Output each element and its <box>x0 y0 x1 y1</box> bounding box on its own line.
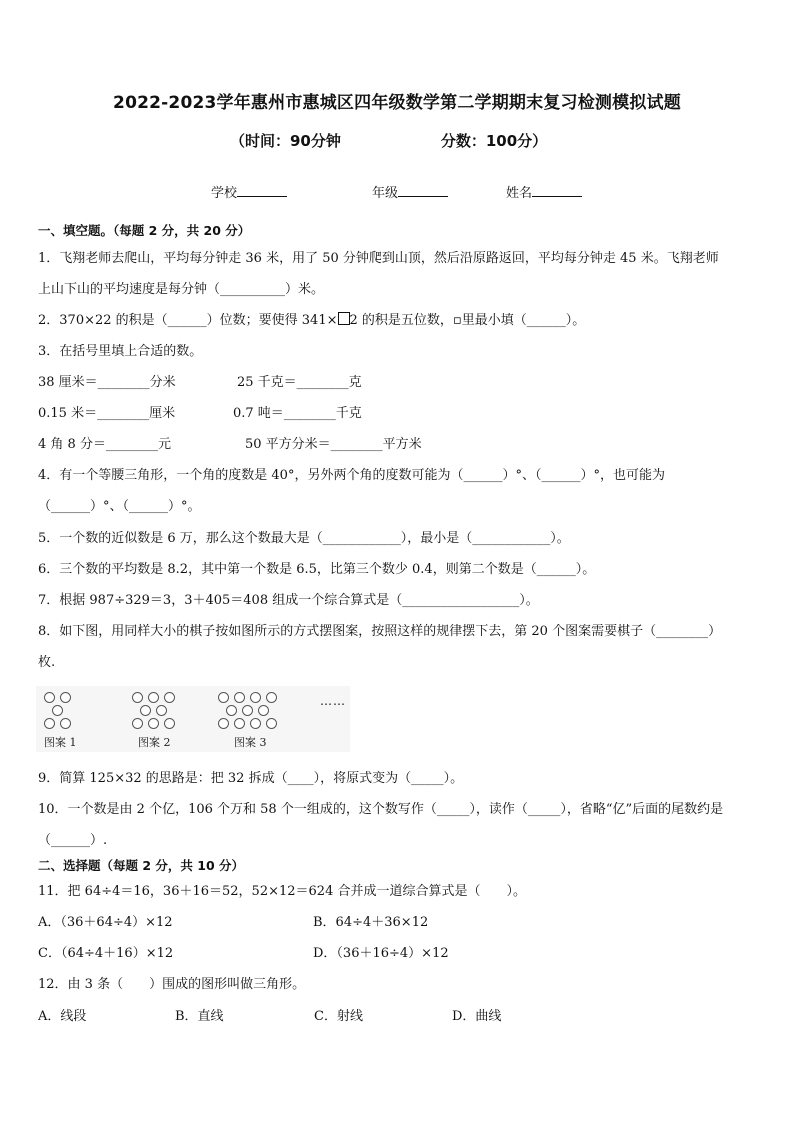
q12: 12．由 3 条（ ）围成的图形叫做三角形。 <box>38 977 306 992</box>
chess-piece <box>234 692 245 703</box>
q5: 5．一个数的近似数是 6 万，那么这个数最大是（____________），最小是（____________）。 <box>38 531 570 546</box>
section1-heading: 一、填空题。（每题 2 分，共 20 分） <box>38 223 251 238</box>
name-field <box>506 182 582 201</box>
chess-piece <box>164 692 175 703</box>
chess-piece <box>164 718 175 729</box>
chess-piece <box>156 705 167 716</box>
q8-line2: 枚. <box>38 655 56 670</box>
q2 <box>38 312 585 330</box>
q7: 7．根据 987÷329＝3，3＋405＝408 组成一个综合算式是（__________________）。 <box>38 593 539 608</box>
pattern-ellipsis: …… <box>320 694 346 708</box>
q11-option-a: A．（36＋64÷4）×12 <box>38 915 173 930</box>
q4-line2: （______）°、（______）°。 <box>38 499 201 514</box>
exam-subtitle <box>230 130 547 151</box>
q12-option-a: A．线段 <box>38 1009 87 1024</box>
chess-piece <box>266 718 277 729</box>
pattern-label-1: 图案 1 <box>44 736 77 749</box>
q12-option-d: D．曲线 <box>452 1009 502 1024</box>
chess-piece <box>44 692 55 703</box>
chess-piece <box>60 692 71 703</box>
q11: 11．把 64÷4＝16，36＋16＝52，52×12＝624 合并成一道综合算式是（ ）。 <box>38 884 526 899</box>
chess-piece <box>140 705 151 716</box>
section2-heading: 二、选择题（每题 2 分，共 10 分） <box>38 858 245 873</box>
chess-piece <box>148 692 159 703</box>
q3-row3b: 50 平方分米＝________平方米 <box>245 437 422 452</box>
chess-pattern-figure <box>36 686 350 752</box>
chess-piece <box>226 705 237 716</box>
time-label: （时间：90分钟 <box>230 132 341 150</box>
q2-part-b: 2 的积是五位数，▫里最小填（______）。 <box>349 313 586 328</box>
q10-line2: （______）. <box>38 833 108 848</box>
pattern-label-3: 图案 3 <box>234 736 267 749</box>
chess-piece <box>132 692 143 703</box>
chess-piece <box>218 692 229 703</box>
chess-piece <box>242 705 253 716</box>
chess-piece <box>60 718 71 729</box>
q11-option-b: B．64÷4＋36×12 <box>313 915 429 930</box>
score-label: 分数：100分） <box>440 132 548 150</box>
chess-piece <box>258 705 269 716</box>
grade-field <box>372 182 448 201</box>
q11-option-d: D．（36＋16÷4）×12 <box>313 946 449 961</box>
chess-piece <box>218 718 229 729</box>
q3-row1a: 38 厘米＝________分米 <box>38 375 176 390</box>
chess-piece <box>250 692 261 703</box>
grade-label: 年级 <box>372 186 399 201</box>
school-field <box>211 182 287 201</box>
chess-piece <box>44 718 55 729</box>
q12-option-c: C．射线 <box>314 1009 363 1024</box>
q6: 6．三个数的平均数是 8.2，其中第一个数是 6.5，比第三个数少 0.4，则第二个数是（______）。 <box>38 562 596 577</box>
chess-piece <box>266 692 277 703</box>
chess-piece <box>148 718 159 729</box>
square-box-icon <box>338 312 350 325</box>
q12-option-b: B．直线 <box>175 1009 224 1024</box>
q1-line2: 上山下山的平均速度是每分钟（__________）米。 <box>38 282 325 297</box>
q3-row1b: 25 千克＝________克 <box>237 375 362 390</box>
q3-row2a: 0.15 米＝________厘米 <box>38 406 176 421</box>
q3: 3．在括号里填上合适的数。 <box>38 344 203 359</box>
exam-title: 2022-2023学年惠州市惠城区四年级数学第二学期期末复习检测模拟试题 <box>113 93 681 113</box>
chess-piece <box>250 718 261 729</box>
q9: 9．简算 125×32 的思路是：把 32 拆成（____），将原式变为（_____）。 <box>38 771 464 786</box>
q4-line1: 4．有一个等腰三角形，一个角的度数是 40°，另外两个角的度数可能为（______）°、（______）°，也可能为 <box>38 468 665 483</box>
q1-line1: 1．飞翔老师去爬山，平均每分钟走 36 米，用了 50 分钟爬到山顶，然后沿原路返回，平均每分钟走 45 米。飞翔老师 <box>38 251 719 266</box>
chess-piece <box>132 718 143 729</box>
chess-piece <box>234 718 245 729</box>
school-label: 学校 <box>211 186 238 201</box>
chess-piece <box>52 705 63 716</box>
q8-line1: 8．如下图，用同样大小的棋子按如图所示的方式摆图案，按照这样的规律摆下去，第 20 个图案需要棋子（________） <box>38 624 722 639</box>
name-label: 姓名 <box>506 186 533 201</box>
q10-line1: 10．一个数是由 2 个亿，106 个万和 58 个一组成的，这个数写作（_____），读作（_____），省略“亿”后面的尾数约是 <box>38 802 724 817</box>
q3-row2b: 0.7 吨＝________千克 <box>233 406 362 421</box>
q2-part-a: 2．370×22 的积是（______）位数；要使得 341× <box>38 313 338 328</box>
q3-row3a: 4 角 8 分＝________元 <box>38 437 171 452</box>
q11-option-c: C．（64÷4＋16）×12 <box>38 946 174 961</box>
pattern-label-2: 图案 2 <box>138 736 171 749</box>
